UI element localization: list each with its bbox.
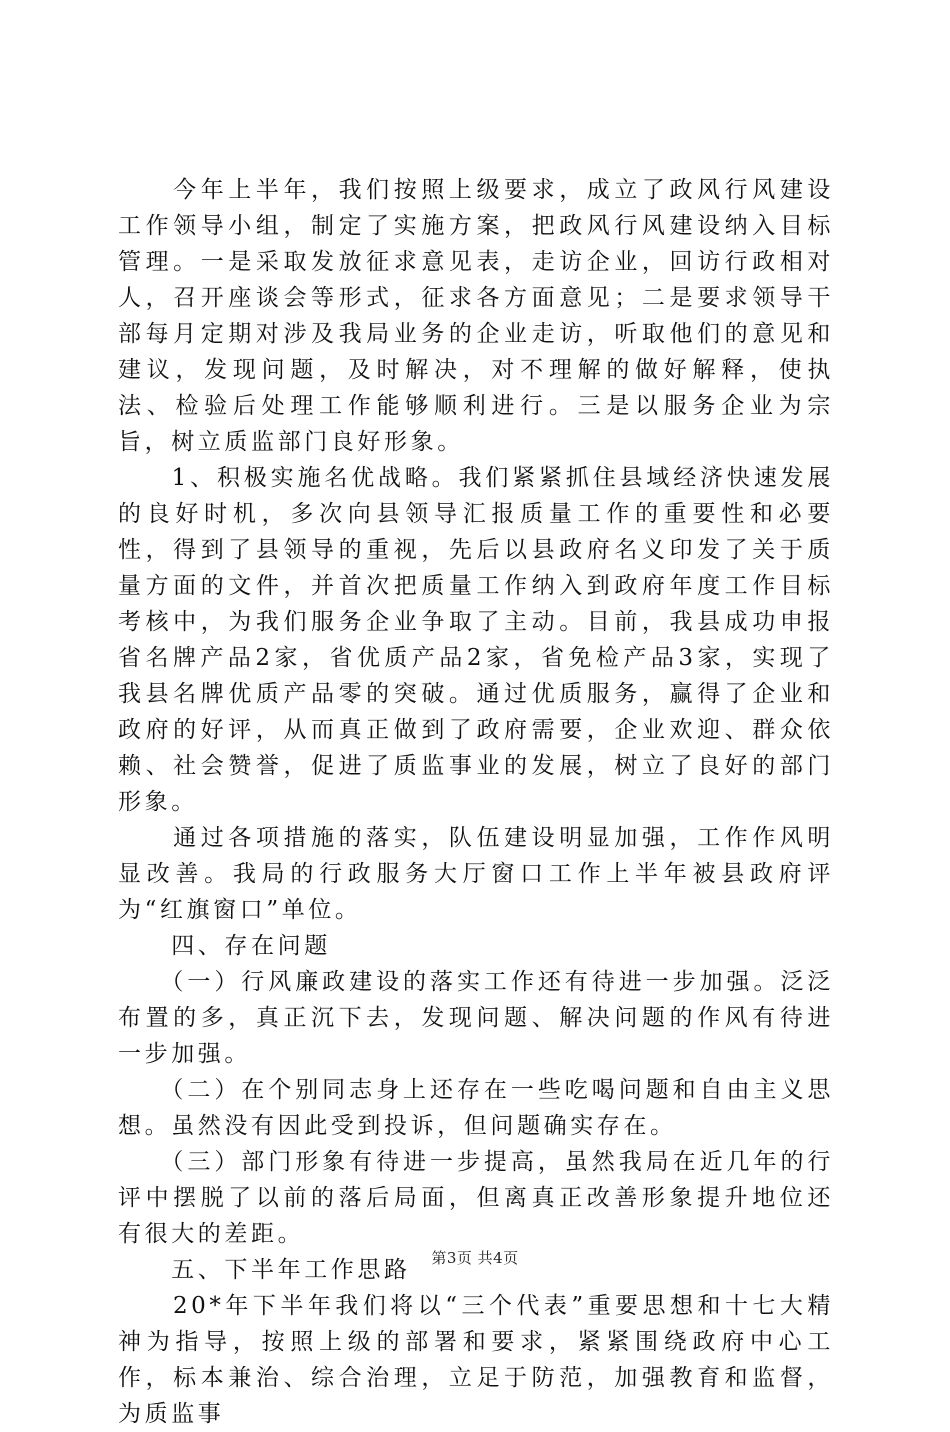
paragraph-problem-3: （三）部门形象有待进一步提高，虽然我局在近几年的行评中摆脱了以前的落后局面，但离真正改善形象提升地位还有很大的差距。 <box>118 1149 834 1247</box>
paragraph-intro: 今年上半年，我们按照上级要求，成立了政风行风建设工作领导小组，制定了实施方案，把政风行风建设纳入目标管理。一是采取发放征求意见表，走访企业，回访行政相对人，召开座谈会等形式，征求各方面意见；二是要求领导干部每月定期对涉及我局业务的企业走访，听取他们的意见和建议，发现问题，及时解决，对不理解的做好解释，使执法、检验后处理工作能够顺利进行。三是以服务企业为宗旨，树立质监部门良好形象。 <box>118 177 834 455</box>
section-heading-problems: 四、存在问题 <box>118 933 331 959</box>
paragraph-problem-2: （二）在个别同志身上还存在一些吃喝问题和自由主义思想。虽然没有因此受到投诉，但问题确实存在。 <box>118 1077 834 1139</box>
paragraph-brand-strategy: 1、积极实施名优战略。我们紧紧抓住县域经济快速发展的良好时机，多次向县领导汇报质量工作的重要性和必要性，得到了县领导的重视，先后以县政府名义印发了关于质量方面的文件，并首次把质量工作纳入到政府年度工作目标考核中，为我们服务企业争取了主动。目前，我县成功申报省名牌产品2家，省优质产品2家，省免检产品3家，实现了我县名牌优质产品零的突破。通过优质服务，赢得了企业和政府的好评，从而真正做到了政府需要，企业欢迎、群众依赖、社会赞誉，促进了质监事业的发展，树立了良好的部门形象。 <box>118 465 834 815</box>
section-heading-plan: 五、下半年工作思路 <box>118 1257 411 1283</box>
paragraph-measures-result: 通过各项措施的落实，队伍建设明显加强，工作作风明显改善。我局的行政服务大厅窗口工作上半年被县政府评为“红旗窗口”单位。 <box>118 825 834 923</box>
paragraph-problem-1: （一）行风廉政建设的落实工作还有待进一步加强。泛泛布置的多，真正沉下去，发现问题、解决问题的作风有待进一步加强。 <box>118 969 834 1067</box>
page-number-footer: 第3页 共4页 <box>431 1249 519 1267</box>
paragraph-plan: 20*年下半年我们将以“三个代表”重要思想和十七大精神为指导，按照上级的部署和要求，紧紧围绕政府中心工作，标本兼治、综合治理，立足于防范，加强教育和监督，为质监事 <box>118 1293 834 1427</box>
document-body <box>118 172 834 1432</box>
